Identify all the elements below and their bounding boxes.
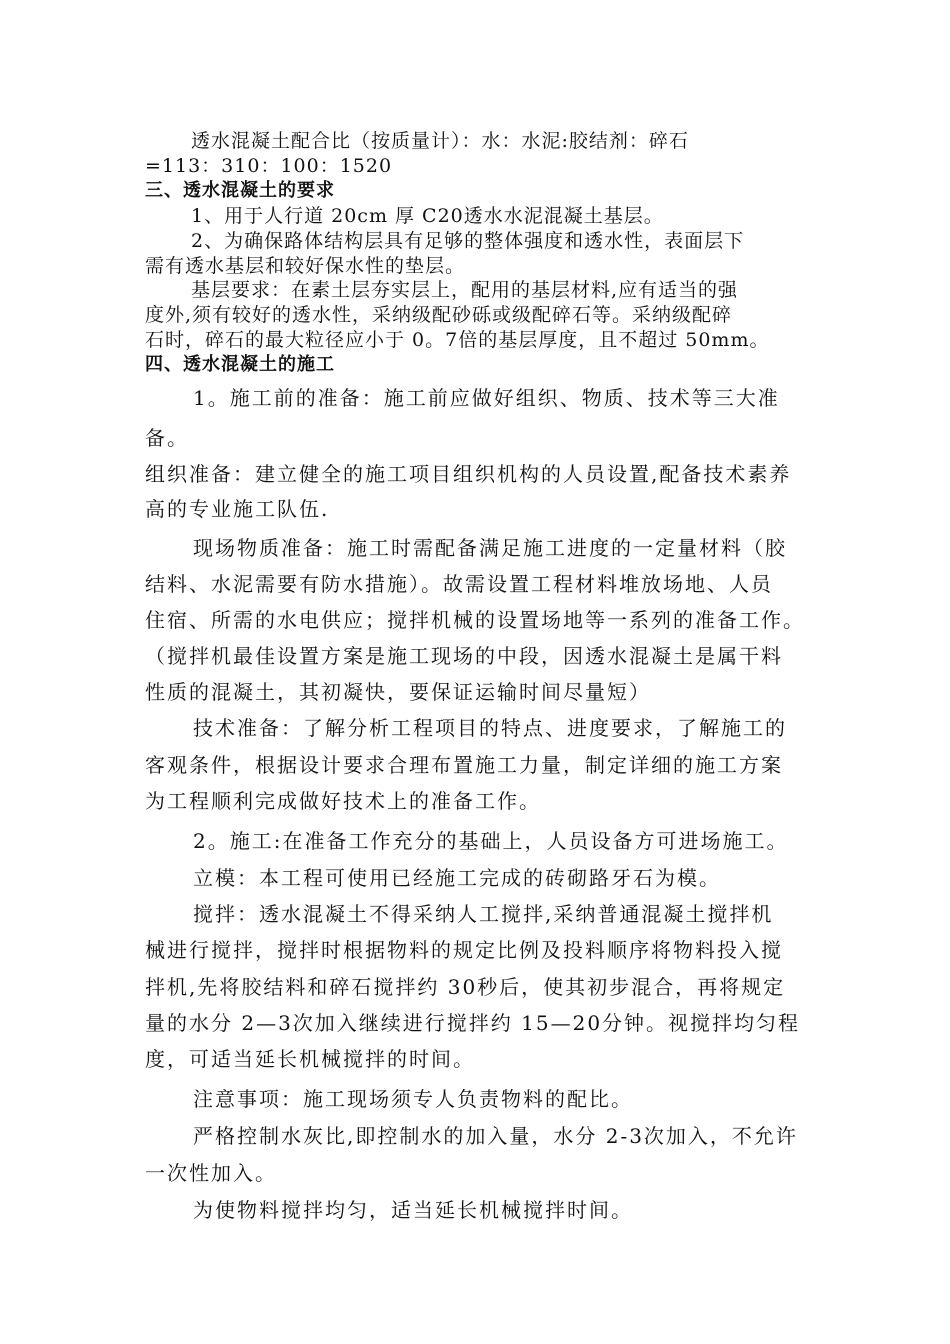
paragraph-line: 为使物料搅拌均匀，适当延长机械搅拌时间。	[193, 1198, 633, 1222]
paragraph-line: 拌机,先将胶结料和碎石搅拌约 30秒后，使其初步混合，再将规定	[145, 975, 786, 999]
paragraph-line: 技术准备：了解分析工程项目的特点、进度要求，了解施工的	[193, 716, 787, 740]
paragraph-line: 度，可适当延长机械搅拌的时间。	[145, 1047, 475, 1071]
paragraph-line: 结料、水泥需要有防水措施）。故需设置工程材料堆放场地、人员	[145, 572, 773, 596]
paragraph-line: 客观条件，根据设计要求合理布置施工力量，制定详细的施工方案	[145, 753, 783, 777]
paragraph-line: 搅拌：透水混凝土不得采纳人工搅拌,采纳普通混凝土搅拌机	[193, 902, 774, 926]
paragraph-line: 械进行搅拌，搅拌时根据物料的规定比例及投料顺序将物料投入搅	[145, 938, 783, 962]
paragraph-line: 为工程顺利完成做好技术上的准备工作。	[145, 789, 541, 813]
mix-ratio-line: 透水混凝土配合比（按质量计）：水：水泥:胶结剂：碎石	[191, 130, 689, 152]
paragraph-line: 度外,须有较好的透水性，采纳级配砂砾或级配碎石等。采纳级配碎	[145, 304, 733, 326]
paragraph-line: 1、用于人行道 20cm 厚 C20透水水泥混凝土基层。	[191, 205, 664, 227]
paragraph-line: 严格控制水灰比,即控制水的加入量，水分 2-3次加入，不允许	[193, 1124, 798, 1148]
paragraph-line: 基层要求：在素土层夯实层上，配用的基层材料,应有适当的强	[191, 279, 739, 301]
paragraph-line: 2。施工:在准备工作充分的基础上，人员设备方可进场施工。	[193, 829, 789, 853]
mix-ratio-values: =113：310：100：1520	[145, 155, 393, 177]
paragraph-line: 性质的混凝土，其初凝快，要保证运输时间尽量短）	[145, 680, 651, 704]
paragraph-line: 高的专业施工队伍.	[145, 497, 330, 521]
paragraph-line: 注意事项：施工现场须专人负责物料的配比。	[193, 1087, 633, 1111]
paragraph-line: 住宿、所需的水电供应；搅拌机械的设置场地等一系列的准备工作。	[145, 608, 805, 632]
section-heading-4: 四、透水混凝土的施工	[145, 354, 335, 375]
paragraph-line: 立模：本工程可使用已经施工完成的砖砌路牙石为模。	[193, 866, 721, 890]
paragraph-line: 一次性加入。	[145, 1161, 277, 1185]
paragraph-line: （搅拌机最佳设置方案是施工现场的中段，因透水混凝土是属干料	[145, 644, 783, 668]
paragraph-line: 1。施工前的准备：施工前应做好组织、物质、技术等三大准	[193, 386, 780, 410]
paragraph-line: 量的水分 2—3次加入继续进行搅拌约 15—20分钟。视搅拌均匀程	[145, 1011, 801, 1035]
paragraph-line: 需有透水基层和较好保水性的垫层。	[145, 255, 466, 277]
paragraph-line: 备。	[145, 426, 189, 450]
section-heading-3: 三、透水混凝土的要求	[145, 180, 335, 201]
paragraph-line: 石时，碎石的最大粒径应小于 0。7倍的基层厚度，且不超过 50mm。	[145, 329, 770, 351]
paragraph-line: 2、为确保路体结构层具有足够的整体强度和透水性，表面层下	[191, 230, 745, 252]
paragraph-line: 现场物质准备：施工时需配备满足施工进度的一定量材料（胶	[193, 536, 787, 560]
paragraph-line: 组织准备：建立健全的施工项目组织机构的人员设置,配备技术素养	[145, 462, 792, 486]
